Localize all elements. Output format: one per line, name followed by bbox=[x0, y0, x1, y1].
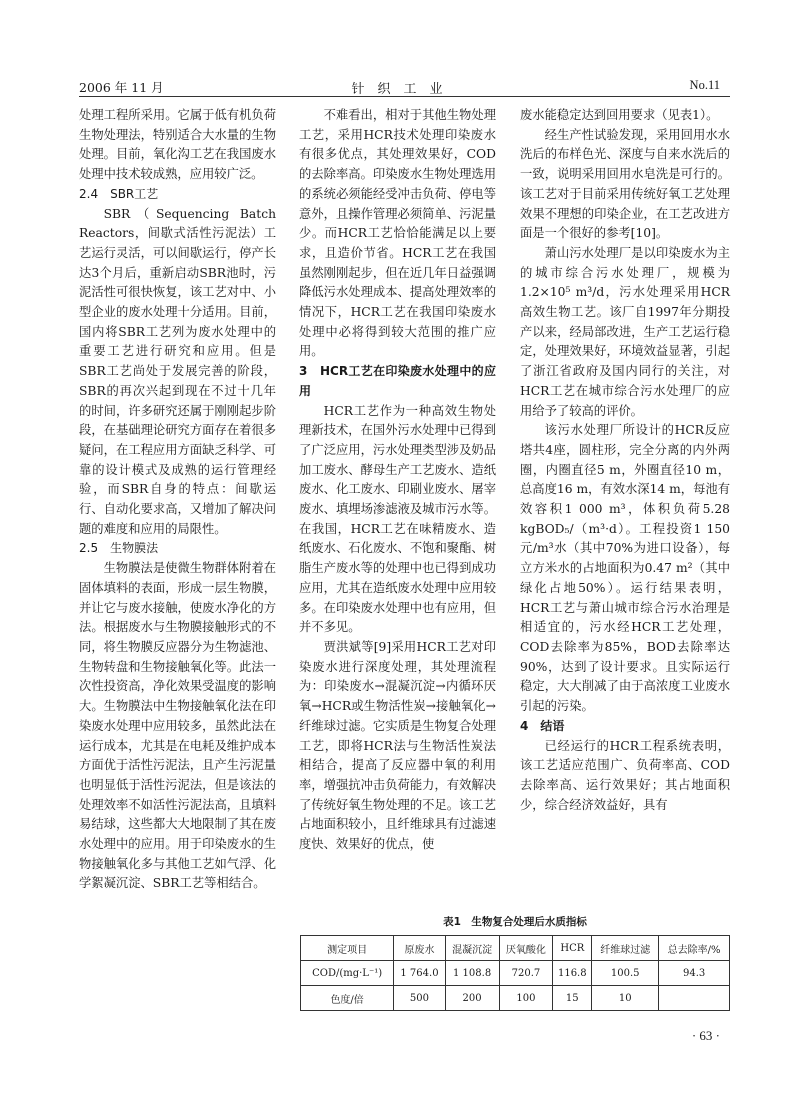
table-row bbox=[301, 986, 730, 1011]
table-cell: 15 bbox=[553, 986, 592, 1011]
table-header-cell: 混凝沉淀 bbox=[445, 936, 499, 961]
paragraph: 生物膜法是使微生物群体附着在固体填料的表面，形成一层生物膜，并让它与废水接触，使废水净化的方法。根据废水与生物膜接触形式的不同，将生物膜反应器分为生物滤池、生物转盘和生物接触氧化等。此法一次性投资高，净化效果受温度的影响大。生物膜法中生物接触氧化法在印染废水处理中应用较多，虽然此法在运行成本，尤其是在电耗及维护成本方面优于活性污泥法，且产生污泥量也明显低于活性污泥法，但是该法的处理效率不如活性污泥法高，且填料易结球，这些都大大地限制了其在废水处理中的应用。用于印染废水的生物接触氧化多与其他工艺如气浮、化学絮凝沉淀、SBR工艺等相结合。 bbox=[79, 561, 276, 891]
table-cell: 100 bbox=[499, 986, 553, 1011]
table-row bbox=[301, 961, 730, 986]
paragraph: 经生产性试验发现，采用回用水水洗后的布样色光、深度与自来水洗后的一致，说明采用回用水皂洗是可行的。该工艺对于目前采用传统好氧工艺处理效果不理想的印染企业，在工艺改进方面是一个很好的参考[10]。 bbox=[520, 127, 730, 241]
column-2 bbox=[299, 106, 496, 855]
header-date: 2006 年 11 月 bbox=[79, 80, 164, 95]
column-3 bbox=[520, 106, 730, 815]
table-cell: COD/(mg·L⁻¹) bbox=[301, 961, 394, 986]
table-cell: 200 bbox=[445, 986, 499, 1011]
table-header-cell: 总去除率/% bbox=[659, 936, 730, 961]
table-cell: 100.5 bbox=[592, 961, 659, 986]
paragraph: SBR（Sequencing Batch Reactors，间歇式活性污泥法）工艺运行灵活，可以间歇运行，停产长达3个月后，重新启动SBR池时，污泥活性可很快恢复，该工艺对中、小型企业的废水处理十分适用。目前，国内将SBR工艺列为废水处理中的重要工艺进行研究和应用。但是SBR工艺尚处于发展完善的阶段，SBR的再次兴起到现在不过十几年的时间，许多研究还属于刚刚起步阶段，在基础理论研究方面存在着很多疑问，在工程应用方面缺乏科学、可靠的设计模式及成熟的运行管理经验，而SBR自身的特点：间歇运行、自动化要求高，又增加了解决问题的难度和应用的局限性。 bbox=[79, 206, 276, 536]
paragraph: 该污水处理厂所设计的HCR反应塔共4座，圆柱形，完全分离的内外两圈，内圈直径5 m，外圈直径10 m，总高度16 m，有效水深14 m，每池有效容积1 000 m³，体积负荷5.28 kgBOD₅/（m³·d）。工程投资1 150元/m³水（其中70%为进口设备），每立方米水的占地面积为0.47 m²（其中绿化占地50%）。运行结果表明，HCR工艺与萧山城市综合污水治理是相适宜的，污水经HCR工艺处理，COD去除率为85%，BOD去除率达90%，达到了设计要求。且实际运行稳定，大大削减了由于高浓度工业废水引起的污染。 bbox=[520, 423, 730, 714]
paragraph: HCR工艺作为一种高效生物处理新技术，在国外污水处理中已得到了广泛应用，污水处理类型涉及奶品加工废水、酵母生产工艺废水、造纸废水、化工废水、印刷业废水、屠宰废水、填埋场渗滤液及城市污水等。在我国，HCR工艺在味精废水、造纸废水、石化废水、不饱和聚酯、树脂生产废水等的处理中也已得到成功应用，尤其在造纸废水处理中应用较多。在印染废水处理中也有应用，但并不多见。 bbox=[299, 403, 496, 635]
table-cell: 116.8 bbox=[553, 961, 592, 986]
table-body bbox=[301, 961, 730, 1011]
section-heading: 3 HCR工艺在印染废水处理中的应用 bbox=[299, 364, 496, 398]
table-cell: 1 108.8 bbox=[445, 961, 499, 986]
table-cell: 10 bbox=[592, 986, 659, 1011]
paragraph: 处理工程所采用。它属于低有机负荷生物处理法，特别适合大水量的生物处理。目前，氧化沟工艺在我国废水处理中技术较成熟，应用较广泛。 bbox=[79, 108, 276, 182]
table-cell: 1 764.0 bbox=[394, 961, 445, 986]
section-heading: 2.5 生物膜法 bbox=[79, 541, 159, 556]
table-header-row bbox=[301, 936, 730, 961]
header-issue: No.11 bbox=[689, 78, 720, 92]
column-1 bbox=[79, 106, 276, 894]
water-quality-table bbox=[300, 935, 730, 1011]
section-heading: 2.4 SBR工艺 bbox=[79, 186, 159, 201]
paragraph: 已经运行的HCR工程系统表明，该工艺适应范围广、负荷率高、COD去除率高、运行效果好；其占地面积少，综合经济效益好，具有 bbox=[520, 738, 730, 812]
paragraph: 不难看出，相对于其他生物处理工艺，采用HCR技术处理印染废水有很多优点，其处理效果好，COD的去除率高。印染废水生物处理选用的系统必须能经受冲击负荷、停电等意外，且操作管理必须简单、污泥量少。而HCR工艺恰恰能满足以上要求，且造价节省。HCR工艺在我国虽然刚刚起步，但在近几年日益强调降低污水处理成本、提高处理效率的情况下，HCR工艺在我国印染废水处理中必将得到较大范围的推广应用。 bbox=[299, 108, 496, 359]
table-header-cell: 原废水 bbox=[394, 936, 445, 961]
table-header-cell: HCR bbox=[553, 936, 592, 961]
table-cell bbox=[659, 986, 730, 1011]
header-journal: 针织工业 bbox=[351, 82, 456, 97]
paragraph: 萧山污水处理厂是以印染废水为主的城市综合污水处理厂，规模为1.2×10⁵ m³/d，污水处理采用HCR高效生物工艺。该厂自1997年分期投产以来，经局部改进，生产工艺运行稳定，处理效果好，环境效益显著，引起了浙江省政府及国内同行的关注，对HCR工艺在城市综合污水处理厂的应用给予了较高的评价。 bbox=[520, 245, 730, 418]
table-cell: 720.7 bbox=[499, 961, 553, 986]
page-number: · 63 · bbox=[691, 1028, 720, 1043]
paragraph: 贾洪斌等[9]采用HCR工艺对印染废水进行深度处理，其处理流程为：印染废水→混凝沉淀→内循环厌氧→HCR或生物活性炭→接触氧化→纤维球过滤。它实质是生物复合处理工艺，即将HCR法与生物活性炭法相结合，提高了反应器中氧的利用率，增强抗冲击负荷能力，有效解决了传统好氧生物处理的不足。该工艺占地面积较小，且纤维球具有过滤速度快、效果好的优点，使 bbox=[299, 639, 496, 852]
section-heading: 4 结语 bbox=[520, 718, 565, 733]
table-1 bbox=[300, 914, 730, 1011]
paragraph: 废水能稳定达到回用要求（见表1）。 bbox=[520, 108, 719, 122]
table-caption: 表1 生物复合处理后水质指标 bbox=[443, 916, 587, 928]
table-header-cell: 测定项目 bbox=[301, 936, 394, 961]
table-header-cell: 纤维球过滤 bbox=[592, 936, 659, 961]
table-cell: 500 bbox=[394, 986, 445, 1011]
table-cell: 色度/倍 bbox=[301, 986, 394, 1011]
table-header-cell: 厌氧酸化 bbox=[499, 936, 553, 961]
table-cell: 94.3 bbox=[659, 961, 730, 986]
header-rule bbox=[79, 96, 730, 97]
